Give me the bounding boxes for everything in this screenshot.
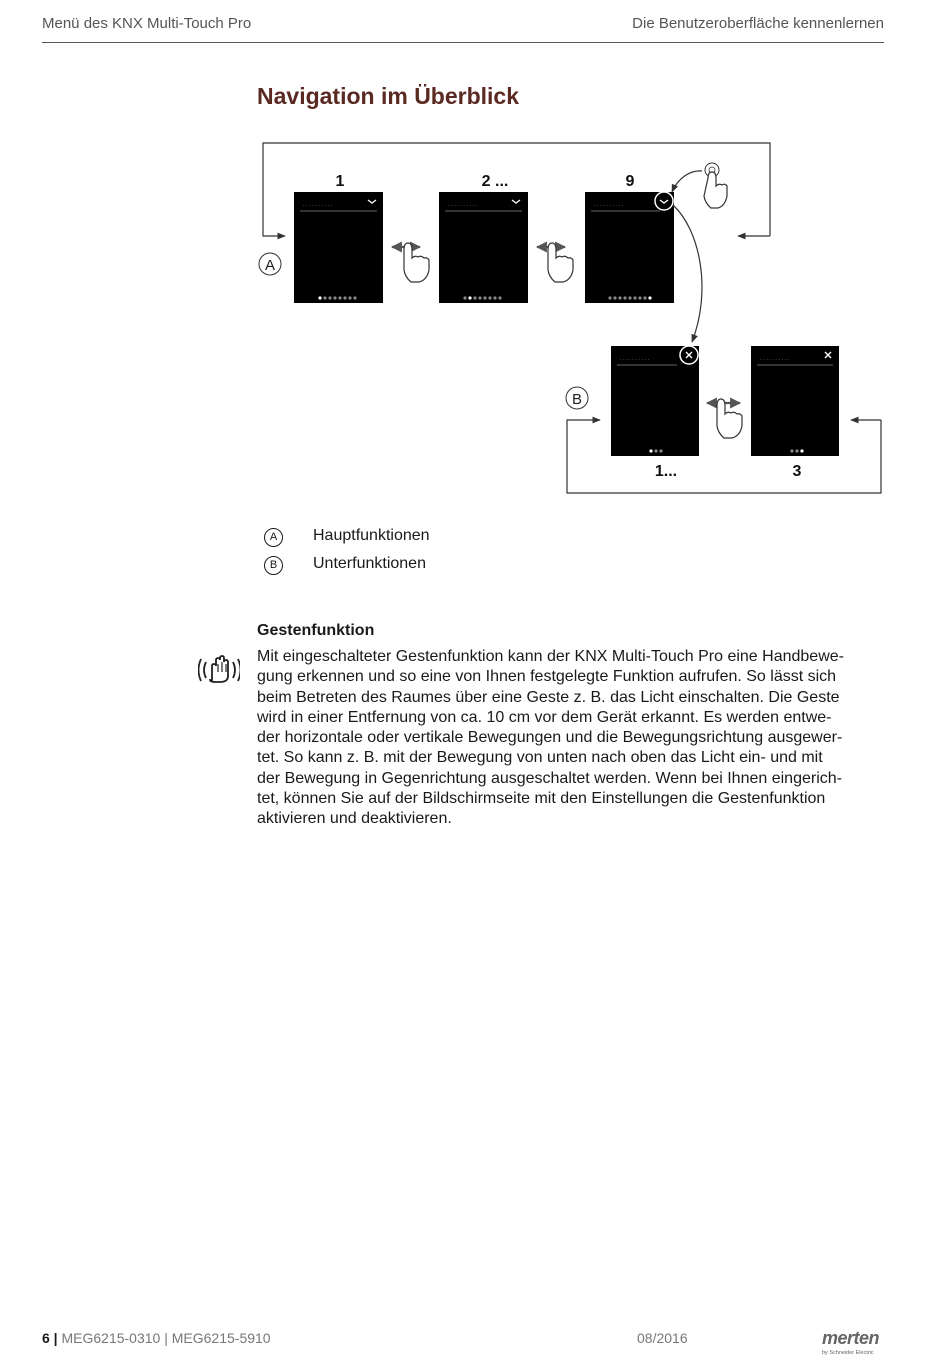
body-line: der horizontale oder vertikale Bewegungen und die Bewegungsrichtung ausgewer- (257, 729, 843, 747)
close-icon (680, 346, 698, 364)
header-chapter-title: Menü des KNX Multi-Touch Pro (42, 15, 252, 32)
swipe-hand-icon (707, 399, 742, 438)
document-codes: MEG6215-0310 | MEG6215-5910 (61, 1330, 271, 1346)
svg-text:· · · · · · · · · ·: · · · · · · · · · · (303, 203, 333, 209)
sub-screen-3 (751, 346, 839, 456)
main-screen-1 (294, 192, 383, 303)
main-screen-label-9: 9 (625, 173, 635, 190)
sub-screen-1 (611, 346, 699, 456)
main-screen-label-2: 2 ... (481, 173, 509, 190)
sub-screen-label-3: 3 (792, 463, 802, 480)
svg-text:· · · · · · · · · ·: · · · · · · · · · · (620, 357, 650, 363)
gesture-hand-icon (198, 652, 240, 684)
swipe-hand-icon (537, 243, 573, 282)
section-body (257, 647, 889, 830)
page-title: Navigation im Überblick (257, 83, 520, 109)
legend-marker-a: A (264, 528, 283, 547)
tap-to-open-arrow (672, 171, 702, 192)
legend-label-b: Unterfunktionen (313, 555, 426, 572)
svg-text:· · · · · · · · · ·: · · · · · · · · · · (448, 203, 478, 209)
body-line: tet, können Sie auf der Bildschirmseite mit den Einstellungen die Gestenfunktion (257, 790, 826, 808)
sub-screen-label-1: 1... (654, 463, 678, 480)
body-line: aktivieren und deaktivieren. (257, 810, 452, 828)
page-number: 6 | (42, 1330, 58, 1346)
logo-brand: merten (822, 1328, 880, 1348)
footer-date: 08/2016 (637, 1330, 688, 1346)
page-dots (790, 449, 803, 452)
main-screen-label-1: 1 (335, 173, 345, 190)
svg-text:A: A (264, 257, 276, 274)
logo-subtitle: by Schneider Electric (822, 1350, 874, 1356)
open-subfunctions-arrow (673, 205, 702, 342)
marker-a (259, 253, 281, 275)
body-line: beim Betreten des Raumes über eine Geste z. B. das Licht einschalten. Die Geste (257, 688, 840, 706)
legend-marker-b: B (264, 556, 283, 575)
main-screen-2 (439, 192, 528, 303)
legend-label-a: Hauptfunktionen (313, 527, 430, 544)
chevron-down-icon (655, 192, 673, 210)
body-line: gung erkennen und so eine von Ihnen festgelegte Funktion aufrufen. So lässt sich (257, 668, 837, 686)
footer-left (42, 1330, 271, 1346)
body-line: wird in einer Entfernung von ca. 10 cm vor dem Gerät erkannt. Es werden entwe- (257, 708, 832, 726)
swipe-hand-icon (392, 243, 429, 282)
svg-text:B: B (571, 391, 583, 408)
svg-text:· · · · · · · · · ·: · · · · · · · · · · (760, 357, 790, 363)
section-heading: Gestenfunktion (257, 622, 375, 639)
merten-logo (822, 1328, 886, 1356)
svg-text:· · · · · · · · · ·: · · · · · · · · · · (594, 203, 624, 209)
page-dots (608, 296, 651, 299)
marker-b (566, 387, 588, 409)
body-line: tet. So kann z. B. mit der Bewegung von unten nach oben das Licht ein- und mit (257, 749, 823, 767)
body-line: der Bewegung in Gegenrichtung ausgeschaltet werden. Wenn bei Ihnen eingerich- (257, 769, 842, 787)
page-dots (649, 449, 662, 452)
header-section-title: Die Benutzeroberfläche kennenlernen (632, 15, 884, 32)
body-line: Mit eingeschalteter Gestenfunktion kann der KNX Multi-Touch Pro eine Handbewe- (257, 648, 844, 665)
tap-hand-icon (704, 163, 727, 208)
main-screen-9 (585, 192, 674, 303)
navigation-diagram (0, 0, 950, 520)
